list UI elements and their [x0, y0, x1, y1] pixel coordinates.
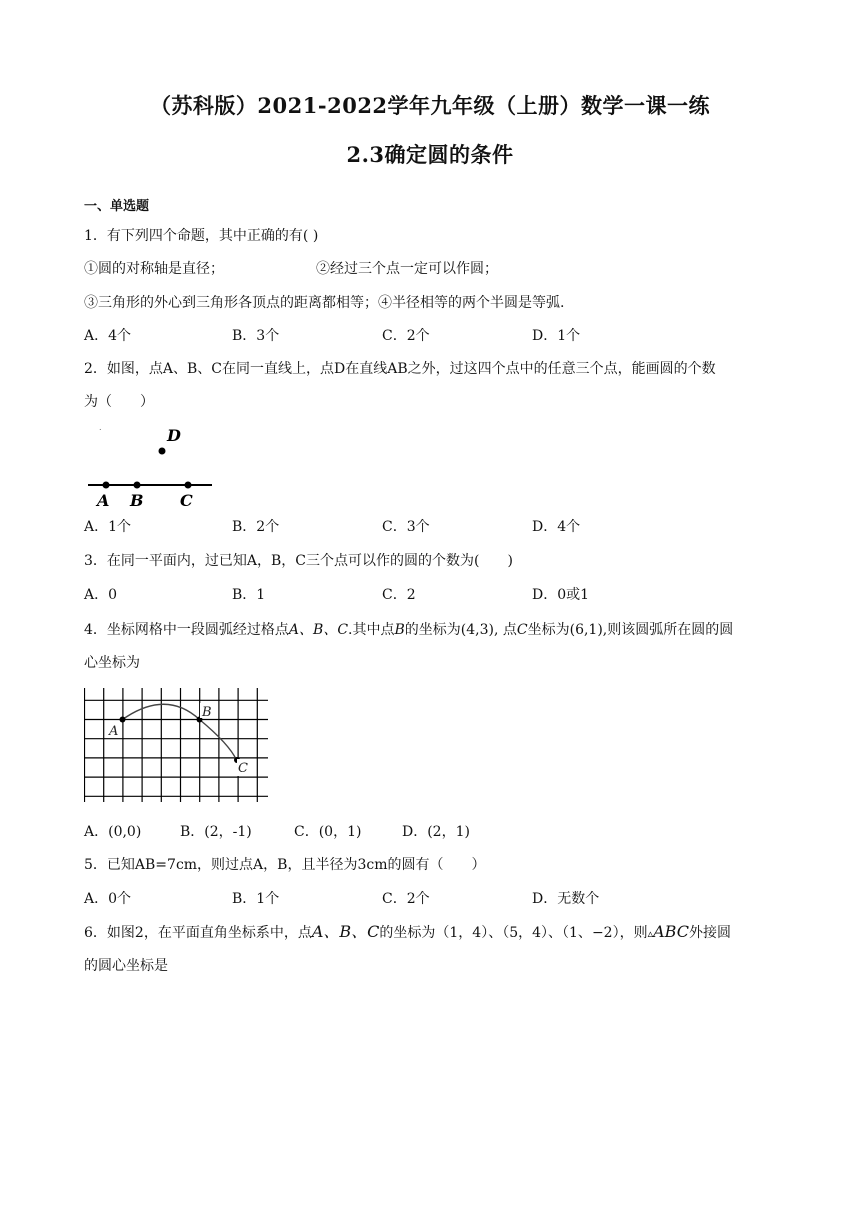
- q3-stem: 3．在同一平面内，过已知A，B，C三个点可以作的圆的个数为( ): [84, 553, 513, 569]
- q2-option-b: B．2个: [232, 519, 280, 535]
- q6-stem-line1: 6．如图2，在平面直角坐标系中，点A、B、C的坐标为（1，4）、（5，4）、（1、−2），则▵ABC外接圆: [84, 922, 731, 941]
- q1-stem: 1．有下列四个命题，其中正确的有( ): [84, 228, 319, 244]
- q3-option-d: D．0或1: [532, 587, 590, 603]
- q2-label-d: D: [167, 426, 181, 445]
- q4-stem-line1: 4．坐标网格中一段圆弧经过格点A、B、C.其中点B的坐标为(4,3), 点C坐标为(6,1),则该圆弧所在圆的圆: [84, 622, 734, 638]
- q2-stem-line2: 为（ ）: [84, 394, 154, 410]
- q6-stem-line2: 的圆心坐标是: [84, 958, 168, 974]
- q1-option-d: D．1个: [532, 328, 581, 344]
- q3-option-b: B．1: [232, 587, 266, 603]
- q5-option-a: A．0个: [84, 891, 132, 907]
- q4-option-b: B．(2，-1): [180, 824, 252, 840]
- page-subtitle: 2.3确定圆的条件: [346, 142, 514, 167]
- q1-item-2: ②经过三个点一定可以作圆；: [316, 261, 498, 277]
- q2-option-c: C．3个: [382, 519, 430, 535]
- q4-stem-line2: 心坐标为: [84, 655, 140, 671]
- page-title: （苏科版）2021-2022学年九年级（上册）数学一课一练: [149, 93, 711, 118]
- q5-option-d: D．无数个: [532, 891, 600, 907]
- q2-stem-line1: 2．如图，点A、B、C在同一直线上，点D在直线AB之外，过这四个点中的任意三个点，能画圆的个数: [84, 361, 716, 377]
- q2-label-b: B: [130, 491, 144, 510]
- q5-stem: 5．已知AB=7cm，则过点A，B，且半径为3cm的圆有（ ）: [84, 857, 486, 873]
- q3-option-a: A．0: [84, 587, 118, 603]
- q4-grid-figure: [84, 688, 270, 808]
- q5-option-b: B．1个: [232, 891, 280, 907]
- q4-label-a: A: [109, 724, 119, 739]
- q2-point-c: [185, 482, 192, 489]
- q2-option-a: A．1个: [84, 519, 132, 535]
- q3-option-c: C．2: [382, 587, 416, 603]
- q1-item-1: ①圆的对称轴是直径；: [84, 261, 224, 277]
- q2-option-d: D．4个: [532, 519, 581, 535]
- q5-option-c: C．2个: [382, 891, 430, 907]
- q4-option-d: D．(2，1): [402, 824, 470, 840]
- q2-point-d: [159, 448, 166, 455]
- q2-label-c: C: [180, 491, 193, 510]
- q4-option-a: A．(0,0): [84, 824, 142, 840]
- q4-grid-lines: [84, 688, 268, 802]
- q2-point-a: [103, 482, 110, 489]
- section-heading: 一、单选题: [84, 199, 150, 214]
- q1-option-b: B．3个: [232, 328, 280, 344]
- q2-point-b: [134, 482, 141, 489]
- q2-figure-tick: .: [99, 423, 102, 432]
- q4-label-b: B: [202, 705, 212, 720]
- q2-figure: [84, 422, 224, 514]
- q4-option-c: C．(0，1): [294, 824, 362, 840]
- q1-item-3: ③三角形的外心到三角形各顶点的距离都相等；④半径相等的两个半圆是等弧.: [84, 295, 565, 311]
- q4-point-a: [120, 717, 126, 723]
- q1-option-c: C．2个: [382, 328, 430, 344]
- q1-option-a: A．4个: [84, 328, 132, 344]
- q2-label-a: A: [97, 491, 110, 510]
- q4-label-c: C: [238, 761, 248, 776]
